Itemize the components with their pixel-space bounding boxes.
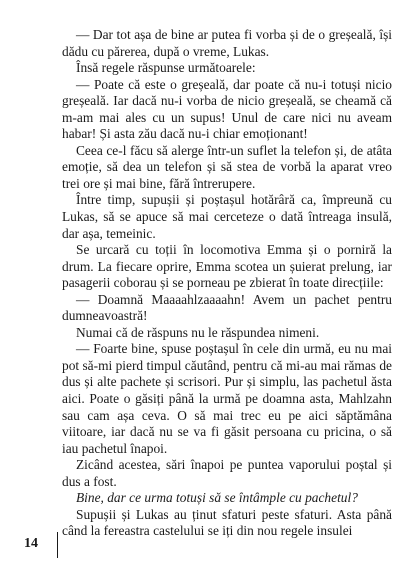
paragraph-10: Zicând acestea, sări înapoi pe puntea vaporului poștal și dus a fost. (62, 457, 392, 489)
paragraph-11: Bine, dar ce urma totuși să se întâmple cu pachetul? (76, 490, 358, 506)
body-text (62, 27, 392, 540)
paragraph-3: — Poate că este o greșeală, dar poate că nu-i totuși nicio greșeală. Iar dacă nu-i vorba de nicio greșeală, se cheamă că m-am mai ales cu un supus! Unul de care nici nu aveam habar! Și asta zău dacă nu-i chiar emoționant! (62, 76, 392, 142)
page-number: 14 (24, 536, 38, 551)
paragraph-9: — Foarte bine, spuse poștașul în cele din urmă, eu nu mai pot să-mi pierd timpul căutând, pentru că mi-au mai rămas de dus și alte pachete și scrisori. Pur și simplu, las pachetul ăsta aici. Poate o găsiți până la urmă pe doamna asta, Mahlzahn sau cam așa ceva. O să mai trec eu pe aici săptămâna viitoare, iar dacă nu se va fi găsit persoana cu pricina, o să iau pachetul înapoi. (62, 341, 392, 456)
paragraph-5: Între timp, supușii și poștașul hotărâră ca, împreună cu Lukas, să se apuce să mai cerceteze o dată întreaga insulă, dar așa, temeinic. (62, 192, 392, 241)
paragraph-1: — Dar tot așa de bine ar putea fi vorba și de o greșeală, își dădu cu părerea, după o vreme, Lukas. (62, 27, 392, 59)
page-number-divider (57, 532, 58, 558)
paragraph-6: Se urcară cu toții în locomotiva Emma și o porniră la drum. La fiecare oprire, Emma scotea un șuierat prelung, iar pasagerii coborau și se porneau pe zbierat în toate direcțiile: (62, 242, 392, 291)
paragraph-4: Ceea ce-l făcu să alerge într-un suflet la telefon și, de atâta emoție, să dea un telefon și să stea de vorbă la aparat vreo trei ore și mai bine, fără întrerupere. (62, 142, 392, 191)
paragraph-7: — Doamnă Maaaahlzaaaahn! Avem un pachet pentru dumneavoastră! (62, 291, 392, 324)
paragraph-12: Supușii și Lukas au ținut sfaturi peste sfaturi. Asta până când la fereastra castelului se iți din nou regele insulei (62, 506, 392, 539)
paragraph-8: Numai că de răspuns nu le răspundea nimeni. (76, 324, 320, 340)
paragraph-2: Însă regele răspunse următoarele: (76, 60, 256, 76)
